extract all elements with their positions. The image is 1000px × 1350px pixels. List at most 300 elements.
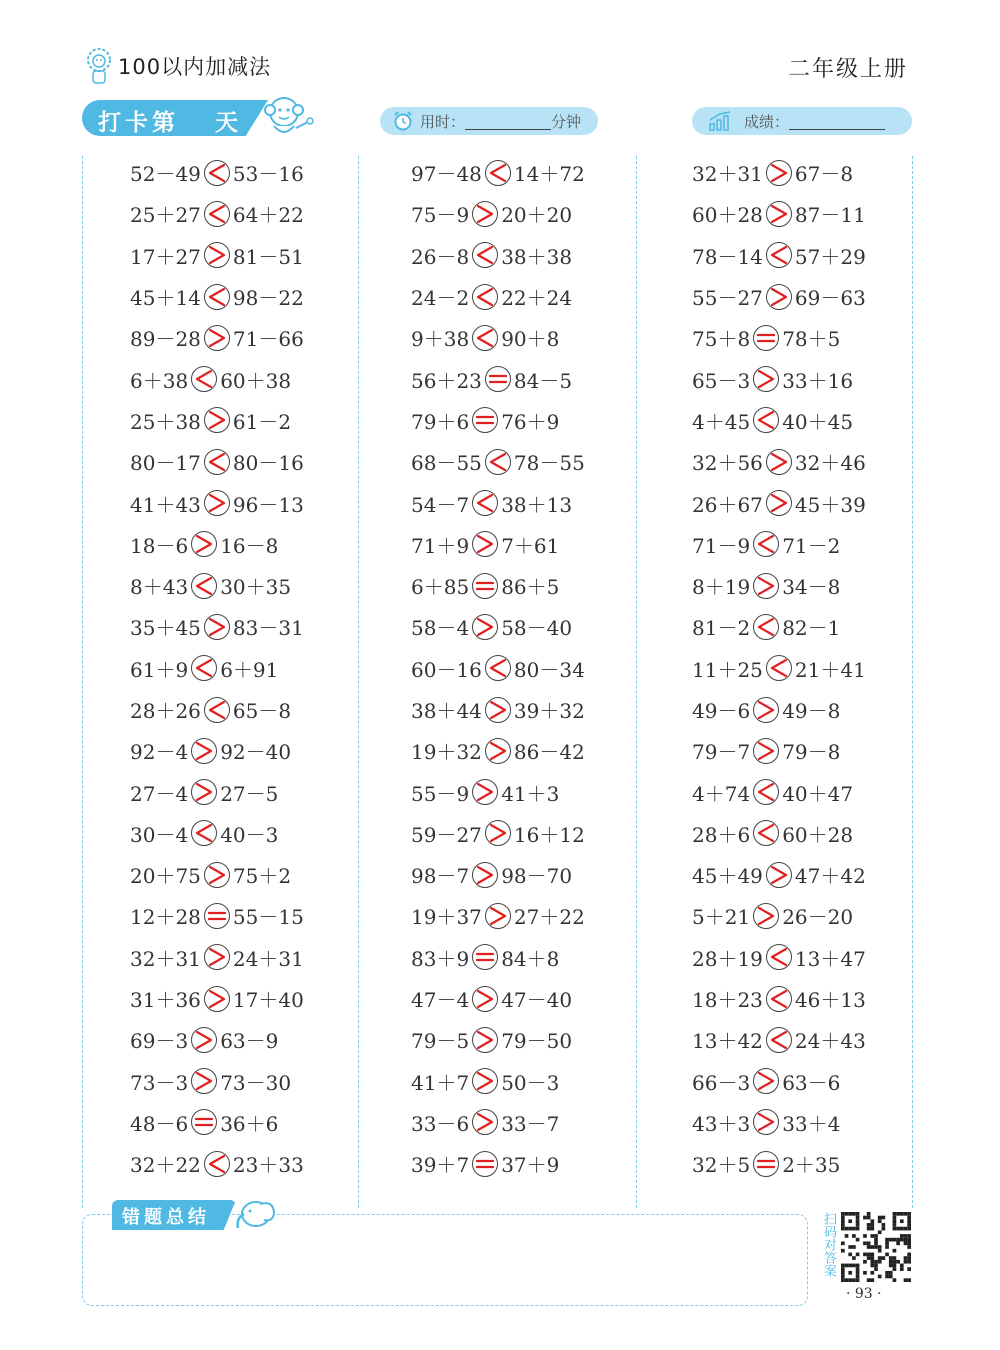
right-expression: 27－5 xyxy=(220,781,279,806)
less-than-mark xyxy=(766,655,792,681)
comparison-answer-circle[interactable] xyxy=(766,986,792,1012)
left-expression: 5＋21 xyxy=(692,905,751,930)
comparison-answer-circle[interactable] xyxy=(472,779,498,805)
left-expression: 60＋28 xyxy=(692,203,763,228)
problem-row xyxy=(692,1143,866,1184)
problem-row xyxy=(130,235,304,276)
comparison-answer-circle[interactable] xyxy=(753,1151,779,1177)
comparison-answer-circle[interactable] xyxy=(204,1151,230,1177)
comparison-answer-circle[interactable] xyxy=(472,284,498,310)
comparison-answer-circle[interactable] xyxy=(204,325,230,351)
greater-than-mark xyxy=(191,1027,217,1053)
left-expression: 60－16 xyxy=(411,657,482,682)
comparison-answer-circle[interactable] xyxy=(191,655,217,681)
time-input-blank[interactable] xyxy=(465,113,551,130)
problem-row xyxy=(692,1019,866,1060)
comparison-answer-circle[interactable] xyxy=(472,201,498,227)
problem-row xyxy=(692,895,866,936)
right-expression: 63－9 xyxy=(220,1029,279,1054)
greater-than-mark xyxy=(766,201,792,227)
comparison-answer-circle[interactable] xyxy=(485,738,511,764)
comparison-answer-circle[interactable] xyxy=(204,986,230,1012)
comparison-answer-circle[interactable] xyxy=(204,614,230,640)
less-than-mark xyxy=(753,614,779,640)
equals-mark xyxy=(204,903,230,929)
comparison-answer-circle[interactable] xyxy=(766,160,792,186)
greater-than-mark xyxy=(485,820,511,846)
left-expression: 12＋28 xyxy=(130,905,201,930)
left-expression: 83＋9 xyxy=(411,946,470,971)
column-divider-1 xyxy=(358,156,359,1208)
problem-row xyxy=(411,895,585,936)
problem-row xyxy=(130,1102,304,1143)
comparison-answer-circle[interactable] xyxy=(204,160,230,186)
problem-row xyxy=(692,689,866,730)
less-than-mark xyxy=(472,325,498,351)
problem-row xyxy=(692,1061,866,1102)
problem-row xyxy=(411,606,585,647)
less-than-mark xyxy=(472,490,498,516)
score-input-blank[interactable] xyxy=(789,113,885,130)
problem-row xyxy=(411,565,585,606)
greater-than-mark xyxy=(753,697,779,723)
problem-row xyxy=(130,1061,304,1102)
greater-than-mark xyxy=(766,490,792,516)
problem-row xyxy=(692,606,866,647)
right-expression: 49－8 xyxy=(782,699,841,723)
left-expression: 45＋49 xyxy=(692,864,763,889)
greater-than-mark xyxy=(766,449,792,475)
comparison-answer-circle[interactable] xyxy=(472,407,498,433)
left-expression: 32＋5 xyxy=(692,1153,751,1178)
problem-row xyxy=(411,1019,585,1060)
book-title: 100以内加减法 xyxy=(118,55,272,79)
greater-than-mark xyxy=(472,862,498,888)
column-border-left xyxy=(82,156,83,1208)
less-than-mark xyxy=(766,242,792,268)
comparison-answer-circle[interactable] xyxy=(753,903,779,929)
comparison-answer-circle[interactable] xyxy=(485,903,511,929)
time-field xyxy=(380,107,598,135)
left-expression: 47－4 xyxy=(411,988,470,1013)
time-unit: 分钟 xyxy=(551,112,582,131)
left-expression: 24－2 xyxy=(411,286,470,311)
comparison-answer-circle[interactable] xyxy=(204,490,230,516)
right-expression: 60＋28 xyxy=(782,822,854,847)
left-expression: 66－3 xyxy=(692,1070,751,1095)
greater-than-mark xyxy=(472,614,498,640)
comparison-answer-circle[interactable] xyxy=(766,862,792,888)
right-expression: 40＋45 xyxy=(782,409,854,434)
problem-row xyxy=(130,400,304,441)
greater-than-mark xyxy=(766,284,792,310)
comparison-answer-circle[interactable] xyxy=(472,1151,498,1177)
comparison-answer-circle[interactable] xyxy=(753,366,779,392)
problem-row xyxy=(130,524,304,565)
problem-row xyxy=(411,978,585,1019)
right-expression: 17＋40 xyxy=(232,988,304,1013)
right-expression: 40＋47 xyxy=(782,781,854,806)
left-expression: 54－7 xyxy=(411,492,470,517)
equals-mark xyxy=(472,573,498,599)
elephant-icon xyxy=(230,1196,280,1232)
comparison-answer-circle[interactable] xyxy=(472,944,498,970)
left-expression: 71－9 xyxy=(692,533,751,558)
less-than-mark xyxy=(472,284,498,310)
less-than-mark xyxy=(766,944,792,970)
comparison-answer-circle[interactable] xyxy=(753,820,779,846)
comparison-answer-circle[interactable] xyxy=(204,407,230,433)
left-expression: 41＋43 xyxy=(130,492,201,517)
comparison-answer-circle[interactable] xyxy=(753,738,779,764)
greater-than-mark xyxy=(204,325,230,351)
problem-column-1 xyxy=(130,152,304,1184)
left-expression: 97－48 xyxy=(411,162,482,187)
problem-row xyxy=(130,482,304,523)
right-expression: 92－40 xyxy=(220,740,292,765)
comparison-answer-circle[interactable] xyxy=(472,1027,498,1053)
left-expression: 18－6 xyxy=(130,533,189,558)
comparison-answer-circle[interactable] xyxy=(766,201,792,227)
comparison-answer-circle[interactable] xyxy=(472,490,498,516)
problem-row xyxy=(411,689,585,730)
left-expression: 98－7 xyxy=(411,864,470,889)
greater-than-mark xyxy=(766,160,792,186)
greater-than-mark xyxy=(204,242,230,268)
right-expression: 98－70 xyxy=(501,864,573,889)
comparison-answer-circle[interactable] xyxy=(191,1068,217,1094)
comparison-answer-circle[interactable] xyxy=(753,1109,779,1135)
comparison-answer-circle[interactable] xyxy=(472,325,498,351)
problem-row xyxy=(692,482,866,523)
problem-row xyxy=(692,358,866,399)
less-than-mark xyxy=(191,573,217,599)
right-expression: 34－8 xyxy=(782,575,841,600)
left-expression: 19＋37 xyxy=(411,905,482,930)
page-number: · 93 · xyxy=(846,1286,882,1302)
left-expression: 32＋22 xyxy=(130,1153,201,1178)
left-expression: 28＋26 xyxy=(130,699,201,723)
comparison-answer-circle[interactable] xyxy=(191,738,217,764)
problem-row xyxy=(411,317,585,358)
comparison-answer-circle[interactable] xyxy=(485,655,511,681)
left-expression: 75＋8 xyxy=(692,327,751,352)
left-expression: 20＋75 xyxy=(130,864,201,889)
comparison-answer-circle[interactable] xyxy=(766,944,792,970)
less-than-mark xyxy=(753,531,779,557)
greater-than-mark xyxy=(204,944,230,970)
comparison-answer-circle[interactable] xyxy=(766,449,792,475)
left-expression: 6＋38 xyxy=(130,368,189,393)
right-expression: 24＋43 xyxy=(794,1029,866,1054)
right-expression: 39＋32 xyxy=(513,699,585,723)
problem-row xyxy=(411,524,585,565)
problem-row xyxy=(692,854,866,895)
left-expression: 55－27 xyxy=(692,286,763,311)
left-expression: 43＋3 xyxy=(692,1111,751,1136)
comparison-answer-circle[interactable] xyxy=(472,1068,498,1094)
comparison-answer-circle[interactable] xyxy=(191,1027,217,1053)
comparison-answer-circle[interactable] xyxy=(204,201,230,227)
left-expression: 32＋31 xyxy=(130,946,201,971)
left-expression: 52－49 xyxy=(130,162,201,187)
greater-than-mark xyxy=(204,407,230,433)
comparison-answer-circle[interactable] xyxy=(191,573,217,599)
greater-than-mark xyxy=(766,862,792,888)
right-expression: 80－34 xyxy=(513,657,585,682)
greater-than-mark xyxy=(753,366,779,392)
problem-row xyxy=(130,937,304,978)
checkin-suffix: 天 xyxy=(215,110,242,136)
right-expression: 16＋12 xyxy=(513,822,585,847)
checkin-prefix: 打卡第 xyxy=(98,110,179,136)
left-expression: 8＋19 xyxy=(692,575,751,600)
problem-row xyxy=(411,648,585,689)
left-expression: 59－27 xyxy=(411,822,482,847)
left-expression: 39＋7 xyxy=(411,1153,470,1178)
left-expression: 68－55 xyxy=(411,451,482,476)
right-expression: 2＋35 xyxy=(782,1153,841,1178)
right-expression: 84＋8 xyxy=(501,946,560,971)
right-expression: 69－63 xyxy=(794,286,866,311)
comparison-answer-circle[interactable] xyxy=(753,697,779,723)
comparison-answer-circle[interactable] xyxy=(753,407,779,433)
comparison-answer-circle[interactable] xyxy=(766,1027,792,1053)
right-expression: 63－6 xyxy=(782,1070,841,1095)
greater-than-mark xyxy=(485,738,511,764)
problem-row xyxy=(411,276,585,317)
problem-row xyxy=(692,978,866,1019)
comparison-answer-circle[interactable] xyxy=(472,986,498,1012)
problem-row xyxy=(130,441,304,482)
problem-row xyxy=(130,978,304,1019)
right-expression: 71－66 xyxy=(232,327,304,352)
left-expression: 32＋31 xyxy=(692,162,763,187)
left-expression: 9＋38 xyxy=(411,327,470,352)
comparison-answer-circle[interactable] xyxy=(191,366,217,392)
problem-row xyxy=(130,193,304,234)
left-expression: 28＋19 xyxy=(692,946,763,971)
problem-row xyxy=(130,813,304,854)
right-expression: 61－2 xyxy=(232,409,292,434)
right-expression: 22＋24 xyxy=(501,286,573,311)
problem-row xyxy=(692,152,866,193)
right-expression: 24＋31 xyxy=(232,946,304,971)
comparison-answer-circle[interactable] xyxy=(766,655,792,681)
problem-row xyxy=(130,358,304,399)
equals-mark xyxy=(472,944,498,970)
equals-mark xyxy=(753,1151,779,1177)
problem-row xyxy=(411,193,585,234)
left-expression: 79－7 xyxy=(692,740,751,765)
less-than-mark xyxy=(753,820,779,846)
comparison-answer-circle[interactable] xyxy=(485,366,511,392)
greater-than-mark xyxy=(204,862,230,888)
problem-row xyxy=(692,937,866,978)
comparison-answer-circle[interactable] xyxy=(766,242,792,268)
right-expression: 6＋91 xyxy=(220,657,279,682)
left-expression: 79－5 xyxy=(411,1029,470,1054)
comparison-answer-circle[interactable] xyxy=(191,820,217,846)
right-expression: 20＋20 xyxy=(501,203,573,228)
left-expression: 45＋14 xyxy=(130,286,201,311)
comparison-answer-circle[interactable] xyxy=(753,531,779,557)
right-expression: 81－51 xyxy=(232,244,304,269)
comparison-answer-circle[interactable] xyxy=(485,160,511,186)
comparison-answer-circle[interactable] xyxy=(753,325,779,351)
left-expression: 25＋38 xyxy=(130,409,201,434)
greater-than-mark xyxy=(753,573,779,599)
less-than-mark xyxy=(753,779,779,805)
problem-row xyxy=(411,1143,585,1184)
less-than-mark xyxy=(191,655,217,681)
less-than-mark xyxy=(766,986,792,1012)
problem-row xyxy=(130,565,304,606)
problem-row xyxy=(692,730,866,771)
right-expression: 60＋38 xyxy=(220,368,292,393)
problem-row xyxy=(692,317,866,358)
comparison-answer-circle[interactable] xyxy=(204,284,230,310)
right-expression: 79－8 xyxy=(782,740,841,765)
comparison-answer-circle[interactable] xyxy=(191,779,217,805)
less-than-mark xyxy=(485,655,511,681)
left-expression: 4＋74 xyxy=(692,781,751,806)
problem-row xyxy=(692,648,866,689)
left-expression: 27－4 xyxy=(130,781,189,806)
bar-chart-icon xyxy=(708,110,734,132)
right-expression: 80－16 xyxy=(232,451,304,476)
greater-than-mark xyxy=(191,779,217,805)
comparison-answer-circle[interactable] xyxy=(204,449,230,475)
left-expression: 79＋6 xyxy=(411,409,470,434)
monkey-icon xyxy=(258,92,316,144)
right-expression: 50－3 xyxy=(501,1070,560,1095)
comparison-answer-circle[interactable] xyxy=(753,779,779,805)
comparison-answer-circle[interactable] xyxy=(485,449,511,475)
right-expression: 27＋22 xyxy=(513,905,585,930)
right-expression: 71－2 xyxy=(782,533,841,558)
column-border-right xyxy=(912,156,913,1208)
comparison-answer-circle[interactable] xyxy=(753,573,779,599)
qr-code[interactable] xyxy=(838,1212,914,1282)
greater-than-mark xyxy=(485,697,511,723)
grade-label: 二年级上册 xyxy=(787,57,908,82)
right-expression: 45＋39 xyxy=(794,492,866,517)
comparison-answer-circle[interactable] xyxy=(485,697,511,723)
right-expression: 86－42 xyxy=(513,740,585,765)
comparison-answer-circle[interactable] xyxy=(472,531,498,557)
problem-row xyxy=(411,1061,585,1102)
greater-than-mark xyxy=(472,1027,498,1053)
comparison-answer-circle[interactable] xyxy=(766,284,792,310)
score-field xyxy=(692,107,912,135)
comparison-answer-circle[interactable] xyxy=(204,903,230,929)
right-expression: 78－55 xyxy=(513,451,585,476)
comparison-answer-circle[interactable] xyxy=(753,1068,779,1094)
comparison-answer-circle[interactable] xyxy=(204,944,230,970)
comparison-answer-circle[interactable] xyxy=(472,573,498,599)
greater-than-mark xyxy=(485,903,511,929)
equals-mark xyxy=(191,1109,217,1135)
right-expression: 13＋47 xyxy=(794,946,866,971)
left-expression: 17＋27 xyxy=(130,244,201,269)
comparison-answer-circle[interactable] xyxy=(204,862,230,888)
greater-than-mark xyxy=(753,903,779,929)
less-than-mark xyxy=(204,449,230,475)
comparison-answer-circle[interactable] xyxy=(204,242,230,268)
greater-than-mark xyxy=(191,738,217,764)
right-expression: 21＋41 xyxy=(794,657,866,682)
greater-than-mark xyxy=(472,531,498,557)
right-expression: 23＋33 xyxy=(232,1153,304,1178)
left-expression: 33－6 xyxy=(411,1111,470,1136)
problem-row xyxy=(130,276,304,317)
right-expression: 16－8 xyxy=(220,533,279,558)
problem-row xyxy=(130,771,304,812)
right-expression: 14＋72 xyxy=(513,162,585,187)
right-expression: 64＋22 xyxy=(232,203,304,228)
right-expression: 30＋35 xyxy=(220,575,292,600)
left-expression: 61＋9 xyxy=(130,657,189,682)
less-than-mark xyxy=(191,366,217,392)
problem-row xyxy=(411,235,585,276)
right-expression: 98－22 xyxy=(232,286,304,311)
problem-row xyxy=(692,441,866,482)
left-expression: 80－17 xyxy=(130,451,201,476)
comparison-answer-circle[interactable] xyxy=(472,614,498,640)
comparison-answer-circle[interactable] xyxy=(191,1109,217,1135)
less-than-mark xyxy=(485,160,511,186)
comparison-answer-circle[interactable] xyxy=(191,531,217,557)
greater-than-mark xyxy=(191,531,217,557)
comparison-answer-circle[interactable] xyxy=(766,490,792,516)
right-expression: 90＋8 xyxy=(501,327,560,352)
right-expression: 58－40 xyxy=(501,616,573,641)
right-expression: 33－7 xyxy=(501,1111,560,1136)
left-expression: 81－2 xyxy=(692,616,751,641)
comparison-answer-circle[interactable] xyxy=(472,1109,498,1135)
problem-row xyxy=(411,730,585,771)
less-than-mark xyxy=(485,449,511,475)
mistake-summary-title: 错题总结 xyxy=(122,1207,210,1228)
left-expression: 89－28 xyxy=(130,327,201,352)
right-expression: 84－5 xyxy=(513,368,573,393)
right-expression: 36＋6 xyxy=(220,1111,279,1136)
problem-row xyxy=(411,441,585,482)
problem-row xyxy=(692,771,866,812)
left-expression: 8＋43 xyxy=(130,575,189,600)
greater-than-mark xyxy=(472,986,498,1012)
right-expression: 37＋9 xyxy=(501,1153,560,1178)
comparison-answer-circle[interactable] xyxy=(472,862,498,888)
comparison-answer-circle[interactable] xyxy=(472,242,498,268)
comparison-answer-circle[interactable] xyxy=(753,614,779,640)
right-expression: 96－13 xyxy=(232,492,304,517)
right-expression: 46＋13 xyxy=(794,988,866,1013)
problem-row xyxy=(692,193,866,234)
comparison-answer-circle[interactable] xyxy=(485,820,511,846)
checkin-text xyxy=(98,104,242,137)
left-expression: 19＋32 xyxy=(411,740,482,765)
problem-row xyxy=(130,1019,304,1060)
less-than-mark xyxy=(204,160,230,186)
greater-than-mark xyxy=(204,614,230,640)
left-expression: 48－6 xyxy=(130,1111,189,1136)
left-expression: 32＋56 xyxy=(692,451,763,476)
comparison-answer-circle[interactable] xyxy=(204,697,230,723)
right-expression: 33＋16 xyxy=(782,368,854,393)
problem-row xyxy=(411,771,585,812)
